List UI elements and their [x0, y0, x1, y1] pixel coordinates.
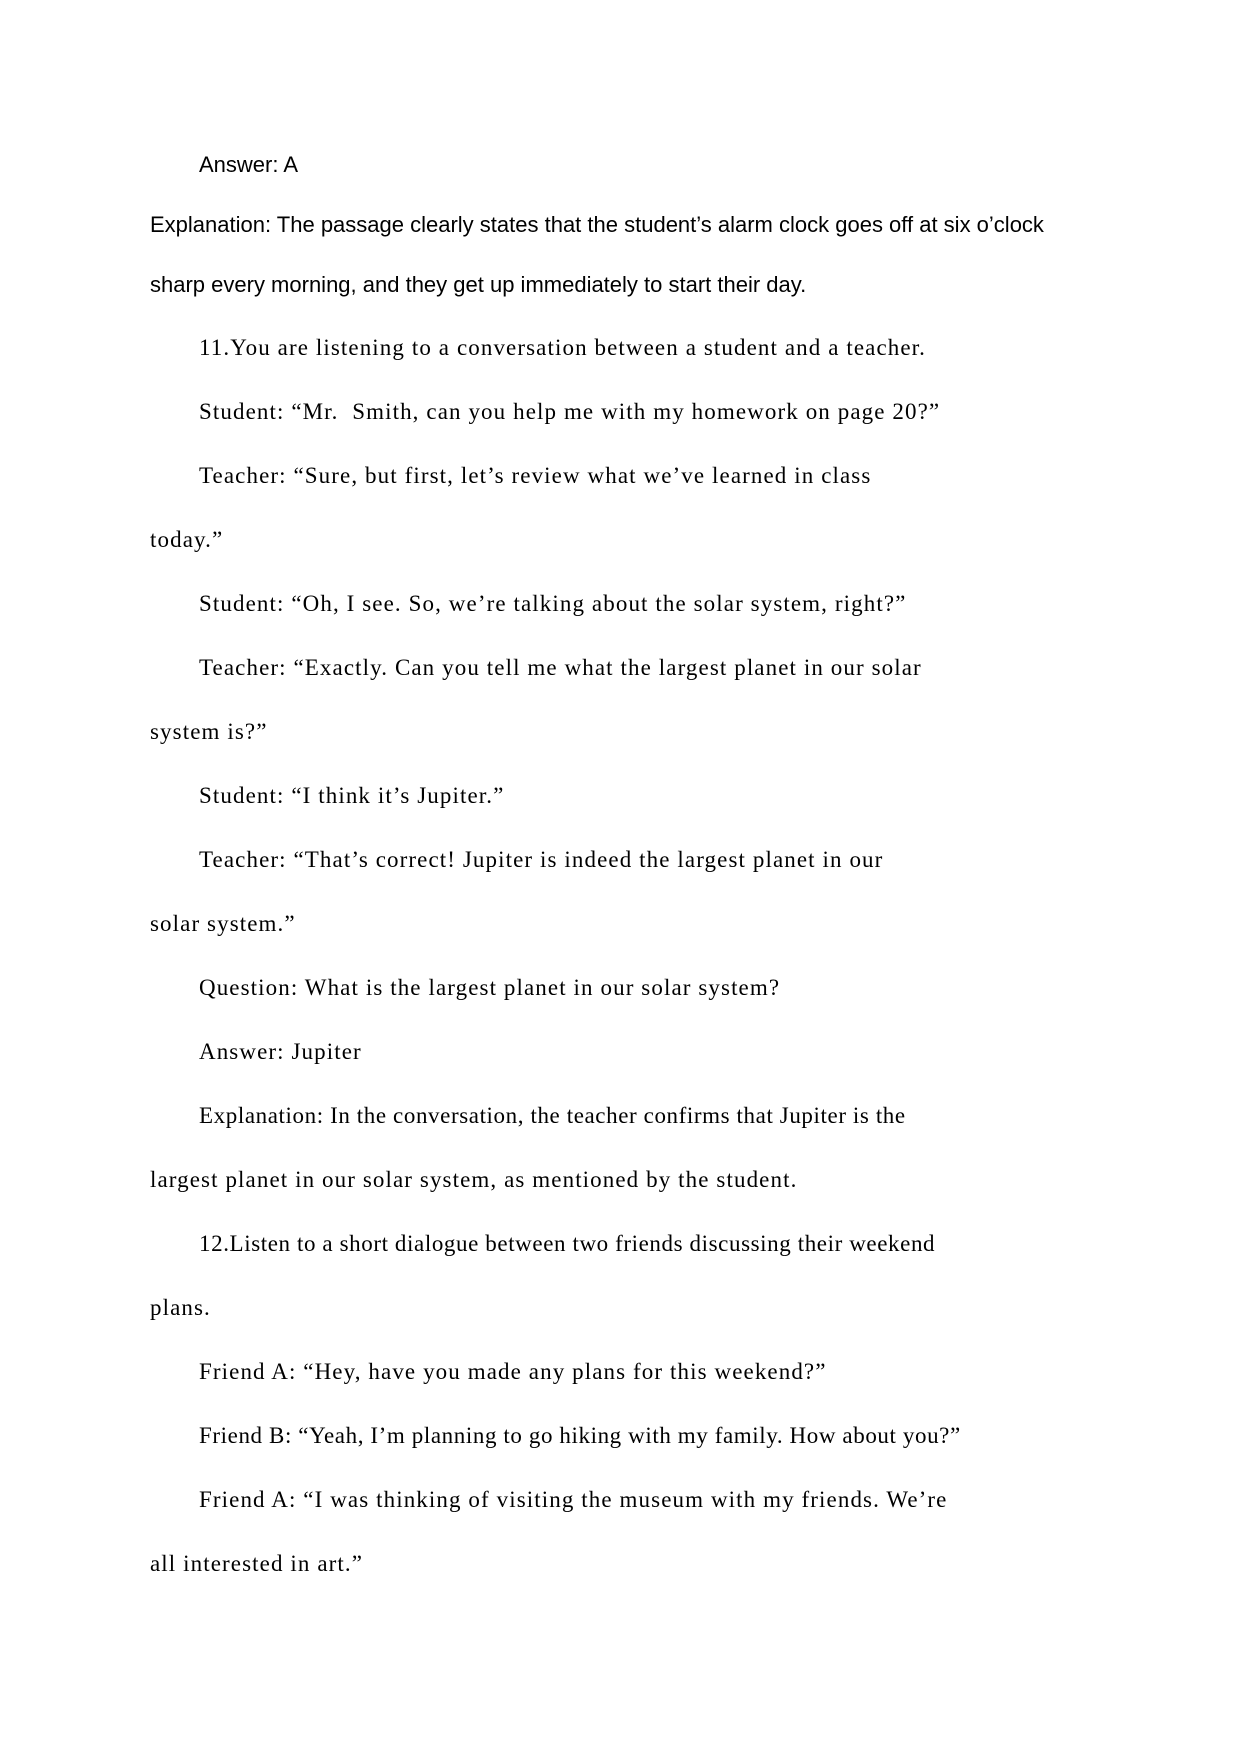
dialogue-line: Student: “Mr. Smith, can you help me with my homework on page 20?” — [199, 399, 941, 424]
dialogue-line: Friend A: “I was thinking of visiting the museum with my friends. We’re — [199, 1487, 948, 1512]
dialogue-line: Student: “Oh, I see. So, we’re talking about the solar system, right?” — [199, 591, 907, 616]
answer-line: Answer: Jupiter — [199, 1039, 362, 1064]
explanation-line: largest planet in our solar system, as mentioned by the student. — [150, 1167, 798, 1192]
dialogue-line: system is?” — [150, 719, 268, 744]
dialogue-line: Teacher: “That’s correct! Jupiter is indeed the largest planet in our — [199, 847, 884, 872]
dialogue-line: solar system.” — [150, 911, 296, 936]
dialogue-line: Friend A: “Hey, have you made any plans for this weekend?” — [199, 1359, 827, 1384]
explanation-line: sharp every morning, and they get up immediately to start their day. — [150, 272, 807, 297]
explanation-line: Explanation: In the conversation, the teacher confirms that Jupiter is the — [199, 1103, 906, 1128]
dialogue-line: all interested in art.” — [150, 1551, 364, 1576]
dialogue-line: Teacher: “Exactly. Can you tell me what the largest planet in our solar — [199, 655, 922, 680]
dialogue-line: today.” — [150, 527, 224, 552]
dialogue-line: Teacher: “Sure, but first, let’s review what we’ve learned in class — [199, 463, 872, 488]
answer-line: Answer: A — [199, 152, 299, 177]
question-line: Question: What is the largest planet in our solar system? — [199, 975, 781, 1000]
dialogue-line: Friend B: “Yeah, I’m planning to go hiking with my family. How about you?” — [199, 1423, 961, 1448]
explanation-line: Explanation: The passage clearly states that the student’s alarm clock goes off at six o’clock — [150, 212, 1044, 237]
question-11-intro: 11.You are listening to a conversation between a student and a teacher. — [199, 335, 927, 360]
question-12-intro: 12.Listen to a short dialogue between two friends discussing their weekend — [199, 1231, 936, 1256]
question-12-intro: plans. — [150, 1295, 211, 1320]
dialogue-line: Student: “I think it’s Jupiter.” — [199, 783, 505, 808]
